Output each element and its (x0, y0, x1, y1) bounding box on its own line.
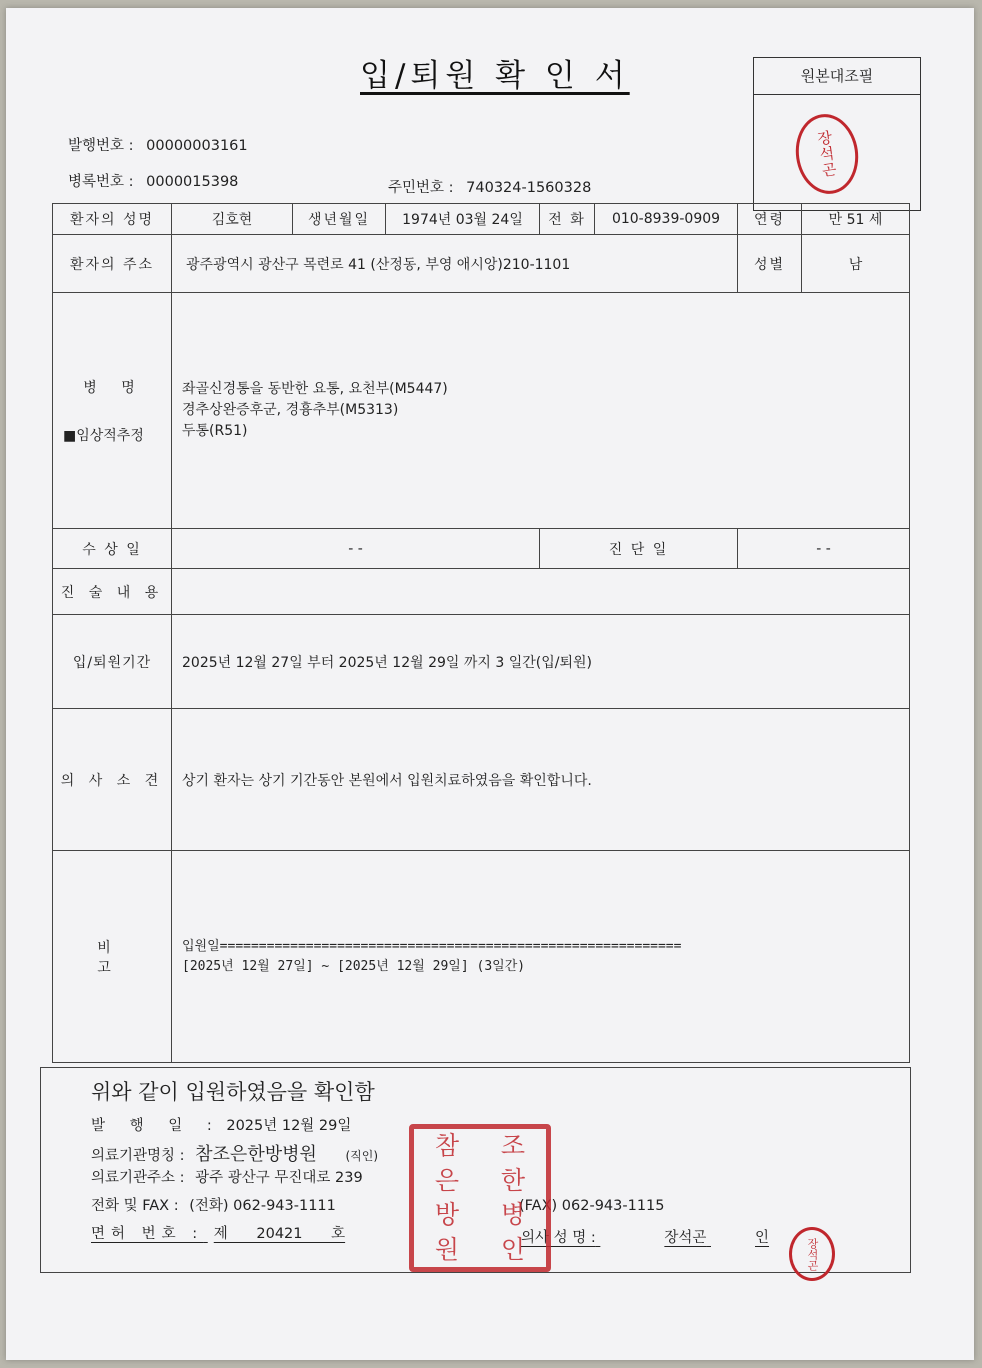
diagnosis-label: 병 명 (83, 379, 145, 396)
sex-value: 남 (802, 235, 910, 293)
diagnosis-item: 좌골신경통을 동반한 요통, 요천부(M5447) (182, 381, 448, 397)
opinion-label: 의 사 소 견 (53, 709, 172, 851)
institution-address-row (91, 1166, 363, 1187)
sex-label: 성별 (738, 235, 802, 293)
contact-label: 전화 및 FAX : (91, 1198, 179, 1214)
document-title: 입/퇴원 확 인 서 (360, 58, 630, 94)
confirmation-statement: 위와 같이 입원하였음을 확인함 (91, 1080, 375, 1104)
opinion-value: 상기 환자는 상기 기간동안 본원에서 입원치료하였음을 확인합니다. (172, 709, 910, 851)
statement-label: 진 술 내 용 (53, 569, 172, 615)
address-value: 광주광역시 광산구 목련로 41 (산정동, 부영 애시앙)210-1101 (172, 235, 738, 293)
address-label: 환자의 주소 (53, 235, 172, 293)
stamp-char: 참 (434, 1131, 460, 1161)
stamp-char: 방 (434, 1200, 460, 1230)
record-number-value: 0000015398 (146, 174, 239, 190)
original-verification-label: 원본대조필 (754, 58, 920, 95)
record-number (68, 170, 238, 191)
patient-info-table (52, 203, 910, 1063)
age-label: 연령 (738, 204, 802, 235)
stamp-char: 인 (500, 1234, 526, 1264)
patient-name-label: 환자의 성명 (53, 204, 172, 235)
license-number: 제 20421 호 (213, 1226, 346, 1242)
age-value: 만 51 세 (802, 204, 910, 235)
doctor-row (521, 1226, 769, 1247)
remarks-line: 입원일=========================================================== (182, 938, 682, 954)
phone-value: 010-8939-0909 (595, 204, 738, 235)
admission-period-label: 입/퇴원기간 (53, 615, 172, 709)
diagnosis-list (172, 293, 910, 529)
diagnosis-item: 경추상완증후군, 경흉추부(M5313) (182, 402, 399, 418)
phone-label: 전 화 (540, 204, 595, 235)
institution-label: 의료기관명칭 : (91, 1148, 185, 1164)
remarks-value (172, 851, 910, 1063)
phone-number: (전화) 062-943-1111 (189, 1198, 336, 1214)
stamp-char: 한 (500, 1165, 526, 1195)
doctor-signature-seal-icon: 장석곤 (789, 1227, 835, 1281)
issue-date-row (91, 1114, 351, 1135)
contact-row (91, 1194, 336, 1215)
statement-value (172, 569, 910, 615)
official-seal-note: (직인) (345, 1149, 379, 1163)
institution-address-label: 의료기관주소 : (91, 1170, 185, 1186)
issue-date-value: 2025년 12월 29일 (226, 1118, 352, 1134)
doctor-seal-icon: 장석곤 (791, 110, 864, 198)
diagnosis-date-value: - - (738, 529, 910, 569)
issue-date-label: 발 행 일 : (91, 1118, 222, 1134)
diagnosis-item: 두통(R51) (182, 423, 248, 439)
injury-date-label: 수 상 일 (53, 529, 172, 569)
original-verification-box (753, 57, 921, 211)
clinical-estimate-label: ■임상적추정 (63, 427, 144, 444)
dob-value: 1974년 03월 24일 (386, 204, 540, 235)
issue-number-value: 00000003161 (146, 138, 248, 154)
doctor-label: 의사 성 명 : (521, 1230, 596, 1246)
patient-name: 김호현 (172, 204, 293, 235)
resident-number-label: 주민번호 : (388, 180, 454, 196)
stamp-char: 은 (434, 1165, 460, 1195)
remarks-label: 비 고 (53, 851, 172, 1063)
doctor-name: 장석곤 (664, 1230, 707, 1246)
stamp-char: 병 (500, 1200, 526, 1230)
institution-name: 참조은한방병원 (195, 1144, 317, 1165)
resident-number-value: 740324-1560328 (466, 180, 592, 196)
dob-label: 생년월일 (293, 204, 386, 235)
remarks-line: [2025년 12월 27일] ~ [2025년 12월 29일] (3일간) (182, 958, 526, 974)
fax-number: (FAX) 062-943-1115 (519, 1198, 665, 1214)
institution-address: 광주 광산구 무진대로 239 (195, 1170, 363, 1186)
stamp-char: 조 (500, 1131, 526, 1161)
injury-date-value: - - (172, 529, 540, 569)
record-number-label: 병록번호 : (68, 174, 134, 190)
institution-row (91, 1140, 378, 1166)
issue-number-label: 발행번호 : (68, 138, 134, 154)
diagnosis-label-cell (53, 293, 172, 529)
resident-number (388, 176, 591, 197)
diagnosis-date-label: 진 단 일 (540, 529, 738, 569)
license-label: 면허 번호 : (91, 1226, 204, 1242)
stamp-char: 원 (434, 1234, 460, 1264)
hospital-stamp-icon (409, 1124, 551, 1272)
license-row (91, 1222, 345, 1243)
seal-suffix: 인 (755, 1230, 770, 1246)
admission-period-value: 2025년 12월 27일 부터 2025년 12월 29일 까지 3 일간(입/퇴원) (172, 615, 910, 709)
issue-number (68, 134, 248, 155)
